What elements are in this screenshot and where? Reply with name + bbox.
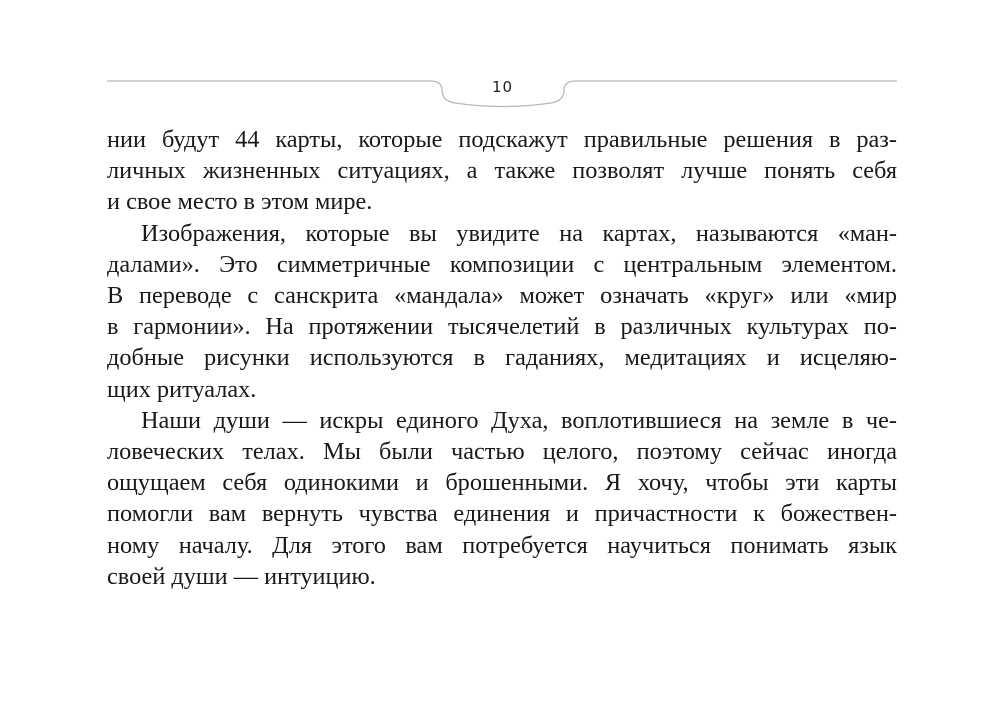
- paragraph-1: [107, 124, 897, 218]
- text-line: помогли вам вернуть чувства единения и причастности к божествен-: [107, 500, 897, 528]
- text-line: щих ритуалах.: [107, 375, 257, 403]
- text-line: своей души — интуицию.: [107, 562, 376, 590]
- text-line: В переводе с санскрита «мандала» может означать «круг» или «мир: [107, 282, 897, 310]
- paragraph-3: [107, 405, 897, 592]
- text-line: Изображения, которые вы увидите на картах, называются «ман-: [141, 219, 897, 247]
- text-line: добные рисунки используются в гаданиях, медитациях и исцеляю-: [107, 344, 897, 372]
- text-line: ному началу. Для этого вам потребуется научиться понимать язык: [107, 531, 897, 559]
- text-line: ловеческих телах. Мы были частью целого, поэтому сейчас иногда: [107, 438, 897, 466]
- paragraph-2: [107, 218, 897, 405]
- text-line: ощущаем себя одинокими и брошенными. Я хочу, чтобы эти карты: [107, 469, 897, 497]
- body-text: [107, 124, 897, 592]
- text-line: нии будут 44 карты, которые подскажут правильные решения в раз-: [107, 126, 897, 153]
- page-number: 10: [491, 78, 514, 96]
- text-line: далами». Это симметричные композиции с центральным элементом.: [107, 250, 897, 278]
- text-line: в гармонии». На протяжении тысячелетий в различных культурах по-: [107, 313, 897, 341]
- text-line: и свое место в этом мире.: [107, 188, 373, 216]
- header-rule: [0, 0, 1000, 120]
- text-line: Наши души — искры единого Духа, воплотившиеся на земле в че-: [141, 406, 897, 434]
- text-line: личных жизненных ситуациях, а также позволят лучше понять себя: [107, 157, 897, 185]
